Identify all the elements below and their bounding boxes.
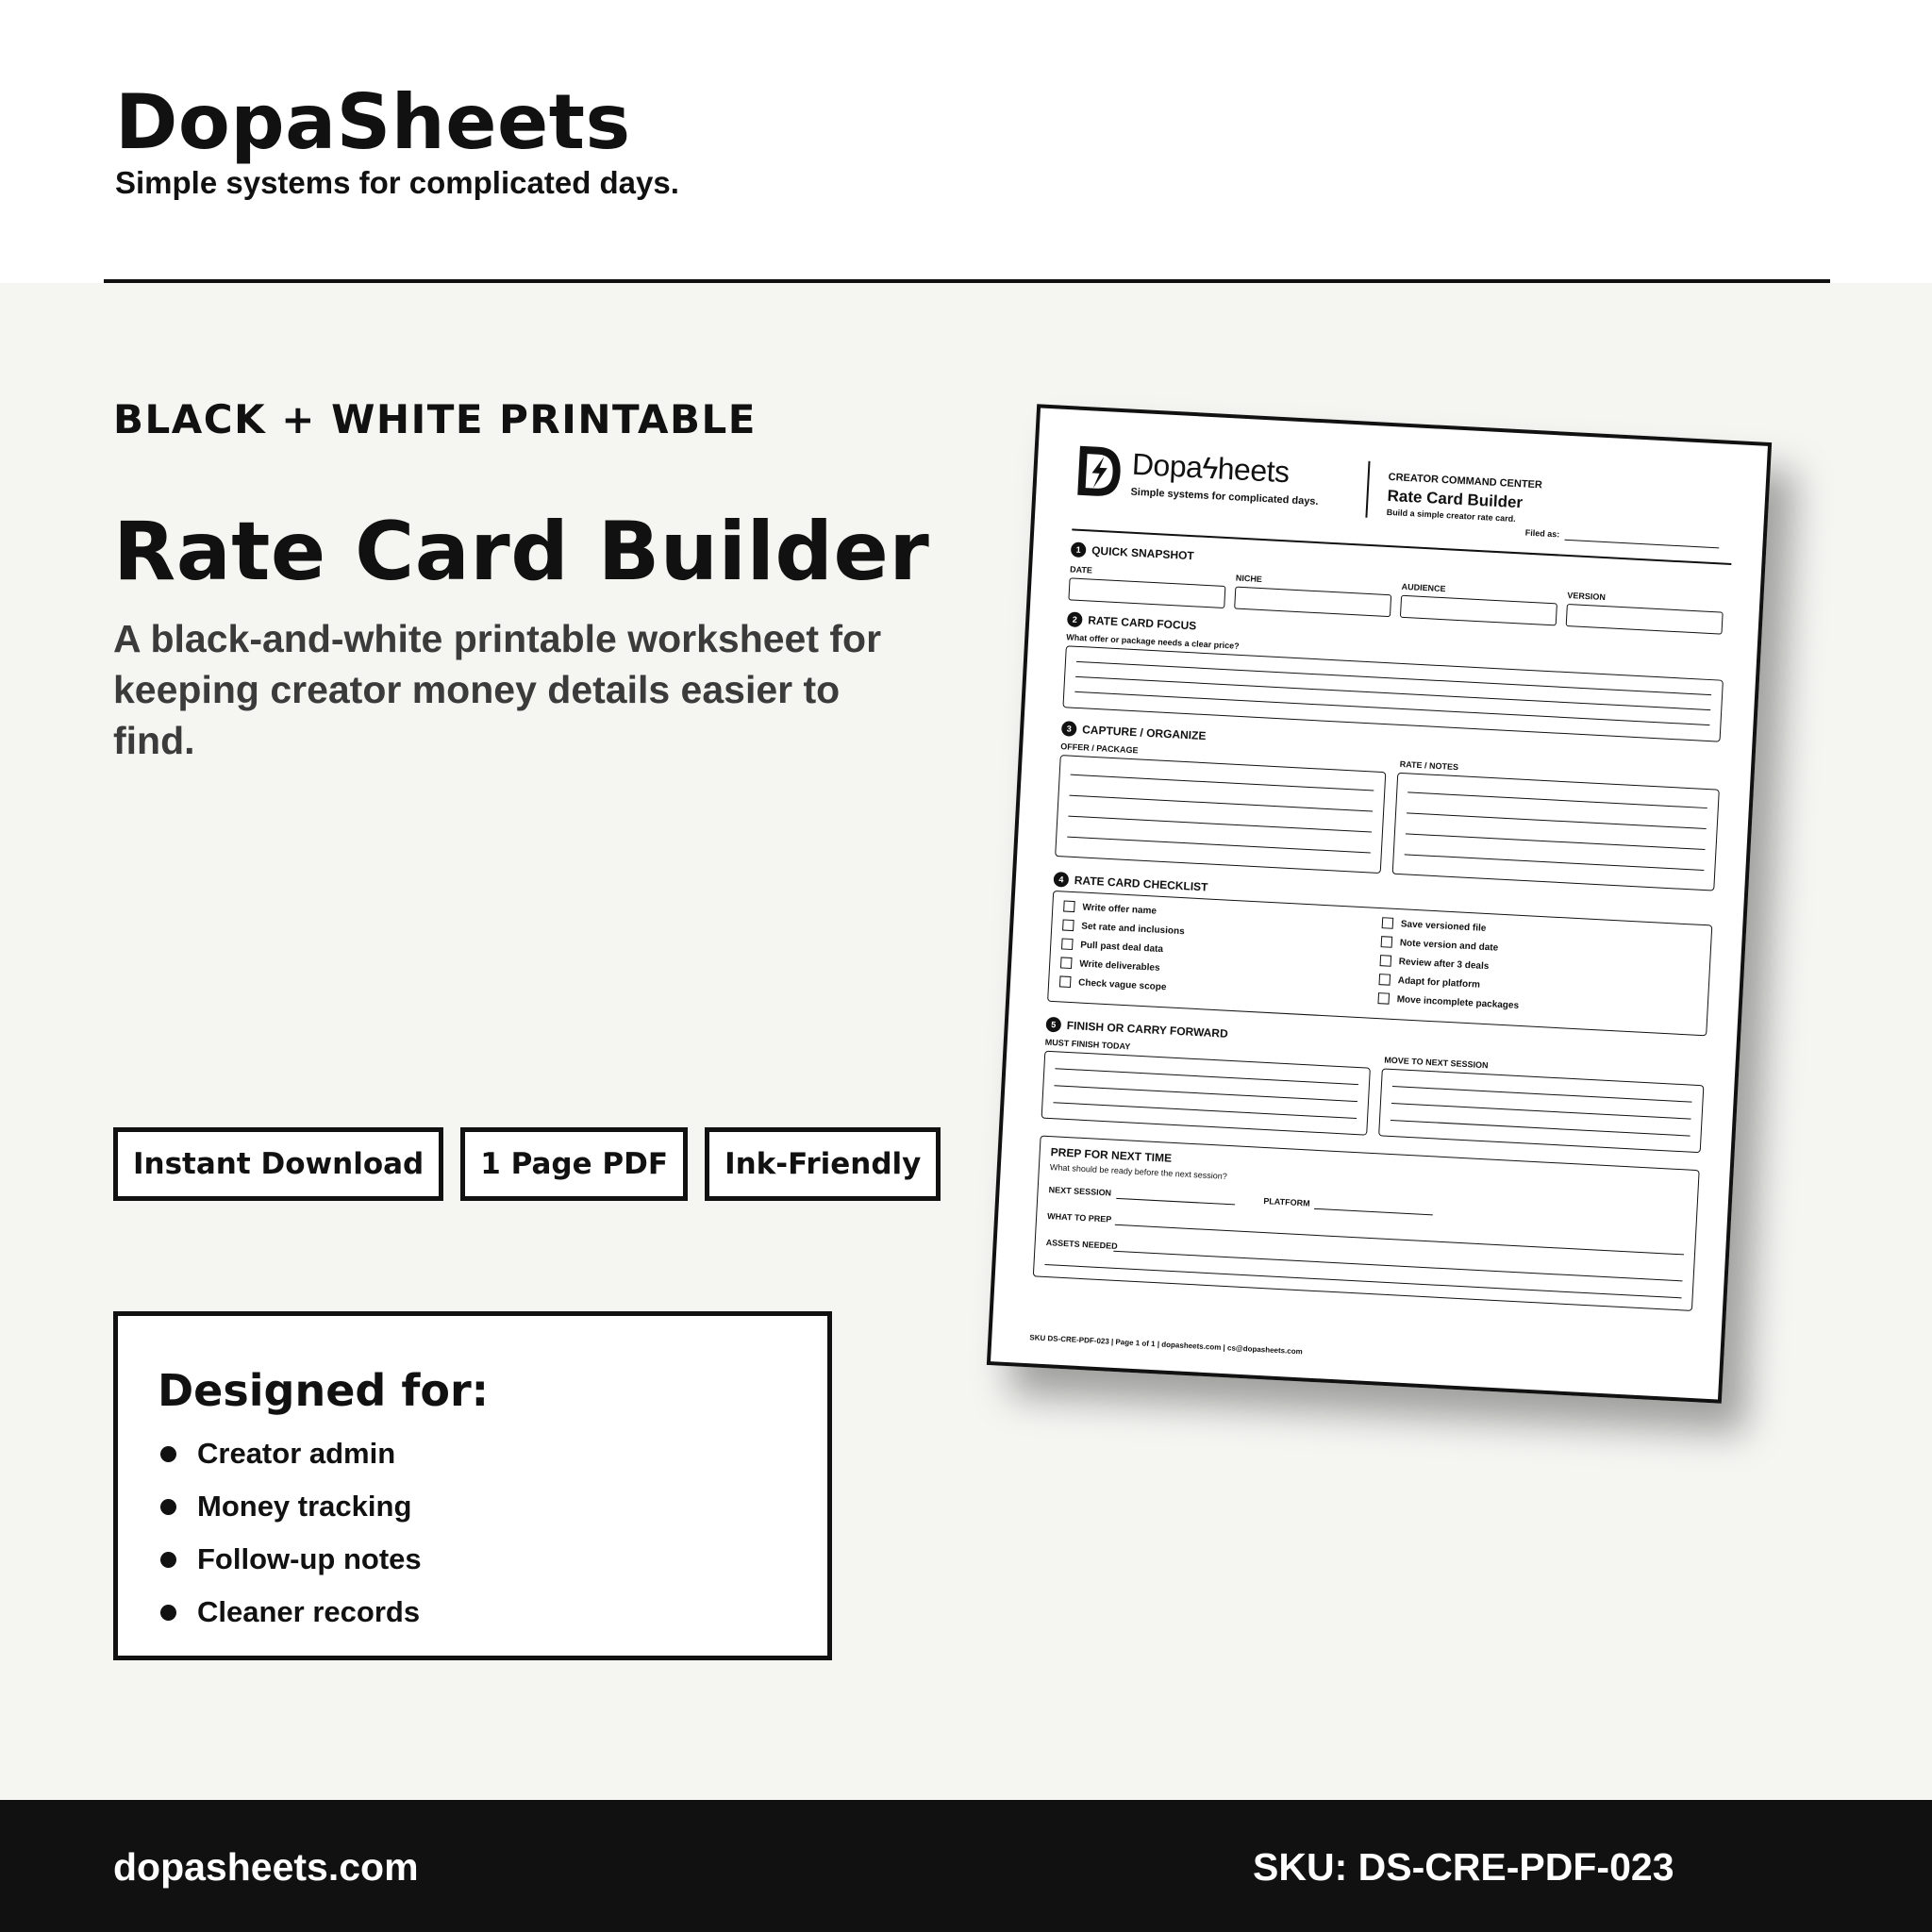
worksheet-kicker: CREATOR COMMAND CENTER bbox=[1388, 471, 1543, 491]
section-title: QUICK SNAPSHOT bbox=[1091, 543, 1195, 563]
footer-sku: SKU: DS-CRE-PDF-023 bbox=[1253, 1845, 1674, 1889]
prep-title: PREP FOR NEXT TIME bbox=[1050, 1145, 1173, 1165]
checkbox[interactable] bbox=[1377, 992, 1390, 1005]
prep-question: What should be ready before the next session? bbox=[1049, 1162, 1228, 1181]
section-number: 4 bbox=[1053, 872, 1069, 888]
field-label-version: VERSION bbox=[1567, 590, 1607, 603]
worksheet-preview[interactable] bbox=[987, 404, 1772, 1403]
offer-package-box[interactable] bbox=[1055, 755, 1386, 874]
designed-for-box bbox=[113, 1311, 832, 1660]
focus-question: What offer or package needs a clear price? bbox=[1066, 632, 1240, 651]
brand-name[interactable]: DopaSheets bbox=[115, 78, 631, 166]
section-finish-or-carry-forward bbox=[1045, 1017, 1228, 1041]
checklist-label: Note version and date bbox=[1399, 937, 1499, 954]
platform-label: PLATFORM bbox=[1263, 1196, 1310, 1208]
worksheet-subtitle: Build a simple creator rate card. bbox=[1386, 507, 1516, 525]
date-field[interactable] bbox=[1068, 577, 1225, 608]
bullet-icon bbox=[160, 1605, 176, 1621]
product-title: Rate Card Builder bbox=[113, 505, 930, 599]
checkbox[interactable] bbox=[1062, 919, 1074, 931]
checkbox[interactable] bbox=[1061, 938, 1074, 950]
designed-for-heading: Designed for: bbox=[158, 1365, 490, 1416]
badge-page-count: 1 Page PDF bbox=[460, 1127, 688, 1201]
list-item-label: Cleaner records bbox=[197, 1595, 421, 1628]
checkbox[interactable] bbox=[1382, 917, 1394, 929]
section-capture-organize bbox=[1061, 721, 1207, 743]
section-number: 5 bbox=[1045, 1017, 1061, 1033]
checkbox[interactable] bbox=[1060, 957, 1073, 969]
footer-website-link[interactable]: dopasheets.com bbox=[113, 1845, 419, 1889]
list-item-label: Creator admin bbox=[197, 1437, 396, 1470]
footer bbox=[0, 1800, 1932, 1932]
field-label-date: DATE bbox=[1069, 564, 1093, 575]
dopasheets-logo-icon bbox=[1074, 442, 1125, 502]
list-item bbox=[158, 1480, 422, 1533]
version-field[interactable] bbox=[1566, 604, 1724, 635]
eyebrow-label: BLACK + WHITE PRINTABLE bbox=[113, 396, 757, 442]
brand-tagline: Simple systems for complicated days. bbox=[115, 165, 679, 200]
worksheet-header-divider bbox=[1365, 461, 1370, 518]
checklist-label: Check vague scope bbox=[1077, 976, 1167, 992]
rate-notes-box[interactable] bbox=[1392, 773, 1720, 891]
checklist-label: Adapt for platform bbox=[1397, 974, 1481, 991]
section-title: RATE CARD CHECKLIST bbox=[1074, 874, 1208, 894]
checkbox[interactable] bbox=[1063, 901, 1075, 913]
list-item-label: Follow-up notes bbox=[197, 1542, 422, 1575]
next-session-label: NEXT SESSION bbox=[1048, 1185, 1112, 1198]
bullet-icon bbox=[160, 1446, 176, 1462]
list-item bbox=[158, 1427, 422, 1480]
audience-field[interactable] bbox=[1400, 595, 1557, 626]
checkbox[interactable] bbox=[1380, 955, 1392, 967]
section-title: RATE CARD FOCUS bbox=[1087, 613, 1197, 633]
designed-for-list bbox=[158, 1427, 422, 1639]
badge-ink-friendly: Ink-Friendly bbox=[705, 1127, 941, 1201]
filed-as-label: Filed as: bbox=[1524, 527, 1560, 540]
checkbox[interactable] bbox=[1378, 974, 1391, 986]
filed-as-line bbox=[1564, 540, 1719, 549]
list-item bbox=[158, 1586, 422, 1639]
checklist-label: Save versioned file bbox=[1400, 918, 1487, 934]
niche-field[interactable] bbox=[1234, 587, 1391, 618]
product-subtitle: A black-and-white printable worksheet for keeping creator money details easier to find. bbox=[113, 617, 882, 762]
rate-notes-label: RATE / NOTES bbox=[1399, 758, 1459, 773]
checklist-label: Write deliverables bbox=[1078, 958, 1160, 974]
worksheet-title: Rate Card Builder bbox=[1387, 486, 1524, 512]
header bbox=[0, 0, 1932, 283]
checklist-label: Write offer name bbox=[1082, 902, 1158, 917]
checklist-label: Set rate and inclusions bbox=[1081, 921, 1185, 937]
list-item bbox=[158, 1533, 422, 1586]
field-label-audience: AUDIENCE bbox=[1401, 581, 1446, 594]
list-item-label: Money tracking bbox=[197, 1490, 412, 1523]
bullet-icon bbox=[160, 1552, 176, 1568]
section-number: 2 bbox=[1067, 611, 1083, 627]
section-number: 3 bbox=[1061, 721, 1077, 737]
worksheet-sku-line: SKU DS-CRE-PDF-023 | Page 1 of 1 | dopasheets.com | cs@dopasheets.com bbox=[1029, 1333, 1303, 1357]
worksheet-logo-tagline: Simple systems for complicated days. bbox=[1130, 486, 1319, 508]
checklist-label: Move incomplete packages bbox=[1396, 993, 1520, 1011]
field-label-niche: NICHE bbox=[1235, 573, 1263, 585]
checkbox[interactable] bbox=[1059, 975, 1072, 988]
what-to-prep-label: WHAT TO PREP bbox=[1046, 1211, 1112, 1224]
checkbox[interactable] bbox=[1381, 936, 1393, 948]
worksheet-page bbox=[987, 404, 1772, 1403]
offer-package-label: OFFER / PACKAGE bbox=[1060, 741, 1139, 756]
checklist-label: Pull past deal data bbox=[1080, 939, 1164, 955]
badge-instant-download: Instant Download bbox=[113, 1127, 443, 1201]
section-title: FINISH OR CARRY FORWARD bbox=[1066, 1018, 1229, 1041]
section-title: CAPTURE / ORGANIZE bbox=[1081, 723, 1207, 743]
move-next-label: MOVE TO NEXT SESSION bbox=[1384, 1055, 1489, 1071]
checklist-label: Review after 3 deals bbox=[1398, 956, 1490, 972]
section-quick-snapshot bbox=[1071, 541, 1194, 563]
assets-needed-label: ASSETS NEEDED bbox=[1045, 1238, 1118, 1251]
worksheet-logo-name: Dopaϟheets bbox=[1131, 446, 1291, 490]
must-finish-label: MUST FINISH TODAY bbox=[1044, 1037, 1131, 1052]
section-number: 1 bbox=[1071, 541, 1087, 558]
badge-row bbox=[113, 1127, 941, 1201]
bullet-icon bbox=[160, 1499, 176, 1515]
section-rate-card-focus bbox=[1067, 611, 1197, 633]
